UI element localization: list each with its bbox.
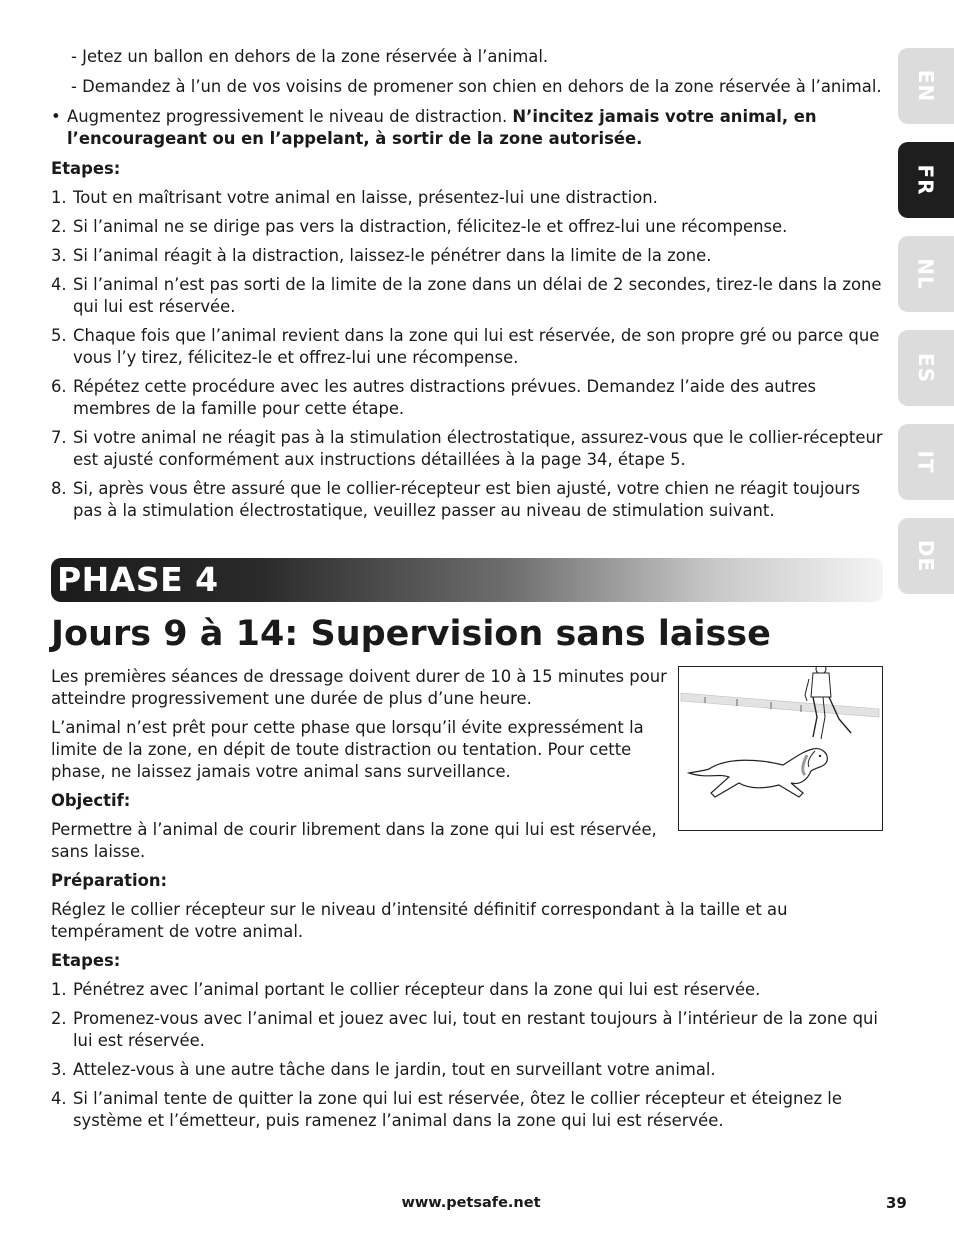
step-item xyxy=(51,1059,883,1081)
language-tabs xyxy=(898,48,954,612)
intro-paragraph: Les premières séances de dressage doivent durer de 10 à 15 minutes pour atteindre progressivement une durée de plus d’une heure. xyxy=(51,667,667,708)
phase-label: PHASE 4 xyxy=(57,560,219,599)
phase-banner xyxy=(51,558,883,602)
objective-heading: Objectif: xyxy=(51,791,131,810)
steps-heading: Etapes: xyxy=(51,159,121,178)
tab-label: FR xyxy=(914,164,938,196)
tab-it[interactable] xyxy=(898,424,954,500)
step-item xyxy=(51,216,883,238)
step-text: Si, après vous être assuré que le collier-récepteur est bien ajusté, votre chien ne réagit toujours pas à la stimulation électrostatique, veuillez passer au niveau de stimulation suivant. xyxy=(73,479,861,520)
step-number: 8. xyxy=(51,479,67,498)
phase-steps-heading: Etapes: xyxy=(51,951,121,970)
dog-running-icon xyxy=(679,667,882,830)
step-text: Tout en maîtrisant votre animal en laisse, présentez-lui une distraction. xyxy=(73,188,658,207)
tab-label: NL xyxy=(913,258,938,290)
step-item xyxy=(51,376,883,420)
step-number: 7. xyxy=(51,428,67,447)
tab-label: IT xyxy=(914,450,938,474)
page-content xyxy=(51,46,883,1139)
phase-steps-list xyxy=(51,979,883,1132)
step-number: 4. xyxy=(51,275,67,294)
phase-title: Jours 9 à 14: Supervision sans laisse xyxy=(51,614,771,654)
step-number: 3. xyxy=(51,246,67,265)
step-item xyxy=(51,325,883,369)
step-number: 1. xyxy=(51,188,67,207)
bullet-text-normal: Augmentez progressivement le niveau de distraction. xyxy=(67,107,513,126)
tab-label: EN xyxy=(914,69,938,103)
step-item xyxy=(51,245,883,267)
bullet-mark: • xyxy=(51,107,61,126)
step-item xyxy=(51,1008,883,1052)
steps-list xyxy=(51,187,883,522)
step-item xyxy=(51,187,883,209)
tab-label: ES xyxy=(913,352,938,384)
bullet-text-bold: N’incitez jamais votre animal, en l’encourageant ou en l’appelant, à sortir de la zone autorisée. xyxy=(67,107,817,148)
tab-label: DE xyxy=(913,539,938,573)
intro-column xyxy=(51,666,671,863)
step-item xyxy=(51,979,883,1001)
step-item xyxy=(51,427,883,471)
step-text: Si l’animal tente de quitter la zone qui lui est réservée, ôtez le collier récepteur et éteignez le système et l’émetteur, puis ramenez l’animal dans la zone qui lui est réservée. xyxy=(73,1089,842,1130)
step-text: Si l’animal réagit à la distraction, laissez-le pénétrer dans la limite de la zone. xyxy=(73,246,712,265)
step-number: 3. xyxy=(51,1060,67,1079)
step-text: Si l’animal n’est pas sorti de la limite de la zone dans un délai de 2 secondes, tirez-le dans la zone qui lui est réservée. xyxy=(73,275,882,316)
distraction-example: - Demandez à l’un de vos voisins de promener son chien en dehors de la zone réservée à l’animal. xyxy=(71,77,882,96)
step-text: Chaque fois que l’animal revient dans la zone qui lui est réservée, de son propre gré ou parce que vous l’y tirez, félicitez-le et offrez-lui une récompense. xyxy=(73,326,880,367)
step-number: 4. xyxy=(51,1089,67,1108)
dog-running-illustration xyxy=(678,666,883,831)
step-item xyxy=(51,274,883,318)
tab-de[interactable] xyxy=(898,518,954,594)
step-text: Promenez-vous avec l’animal et jouez avec lui, tout en restant toujours à l’intérieur de la zone qui lui est réservée. xyxy=(73,1009,878,1050)
preparation-heading: Préparation: xyxy=(51,871,168,890)
step-text: Pénétrez avec l’animal portant le collier récepteur dans la zone qui lui est réservée. xyxy=(73,980,761,999)
step-number: 2. xyxy=(51,217,67,236)
step-number: 6. xyxy=(51,377,67,396)
distraction-example: - Jetez un ballon en dehors de la zone réservée à l’animal. xyxy=(71,47,549,66)
step-number: 5. xyxy=(51,326,67,345)
step-text: Attelez-vous à une autre tâche dans le jardin, tout en surveillant votre animal. xyxy=(73,1060,716,1079)
preparation-text: Réglez le collier récepteur sur le niveau d’intensité définitif correspondant à la taille et au tempérament de votre animal. xyxy=(51,900,788,941)
bullet-text xyxy=(67,106,883,150)
step-text: Si l’animal ne se dirige pas vers la distraction, félicitez-le et offrez-lui une récompense. xyxy=(73,217,788,236)
bullet-item xyxy=(51,106,883,150)
step-text: Répétez cette procédure avec les autres distractions prévues. Demandez l’aide des autres membres de la famille pour cette étape. xyxy=(73,377,817,418)
footer-url: www.petsafe.net xyxy=(401,1195,541,1211)
step-number: 1. xyxy=(51,980,67,999)
tab-nl[interactable] xyxy=(898,236,954,312)
step-item xyxy=(51,478,883,522)
tab-es[interactable] xyxy=(898,330,954,406)
step-text: Si votre animal ne réagit pas à la stimulation électrostatique, assurez-vous que le collier-récepteur est ajusté conformément aux instructions détaillées à la page 34, étape 5. xyxy=(73,428,883,469)
page-number: 39 xyxy=(886,1194,907,1212)
tab-en[interactable] xyxy=(898,48,954,124)
phase-intro-section xyxy=(51,666,883,863)
step-item xyxy=(51,1088,883,1132)
objective-text: Permettre à l’animal de courir librement dans la zone qui lui est réservée, sans laisse. xyxy=(51,820,657,861)
intro-paragraph: L’animal n’est prêt pour cette phase que lorsqu’il évite expressément la limite de la zone, en dépit de toute distraction ou tentation. Pour cette phase, ne laissez jamais votre animal sans surveillance. xyxy=(51,718,644,781)
tab-fr[interactable] xyxy=(898,142,954,218)
step-number: 2. xyxy=(51,1009,67,1028)
